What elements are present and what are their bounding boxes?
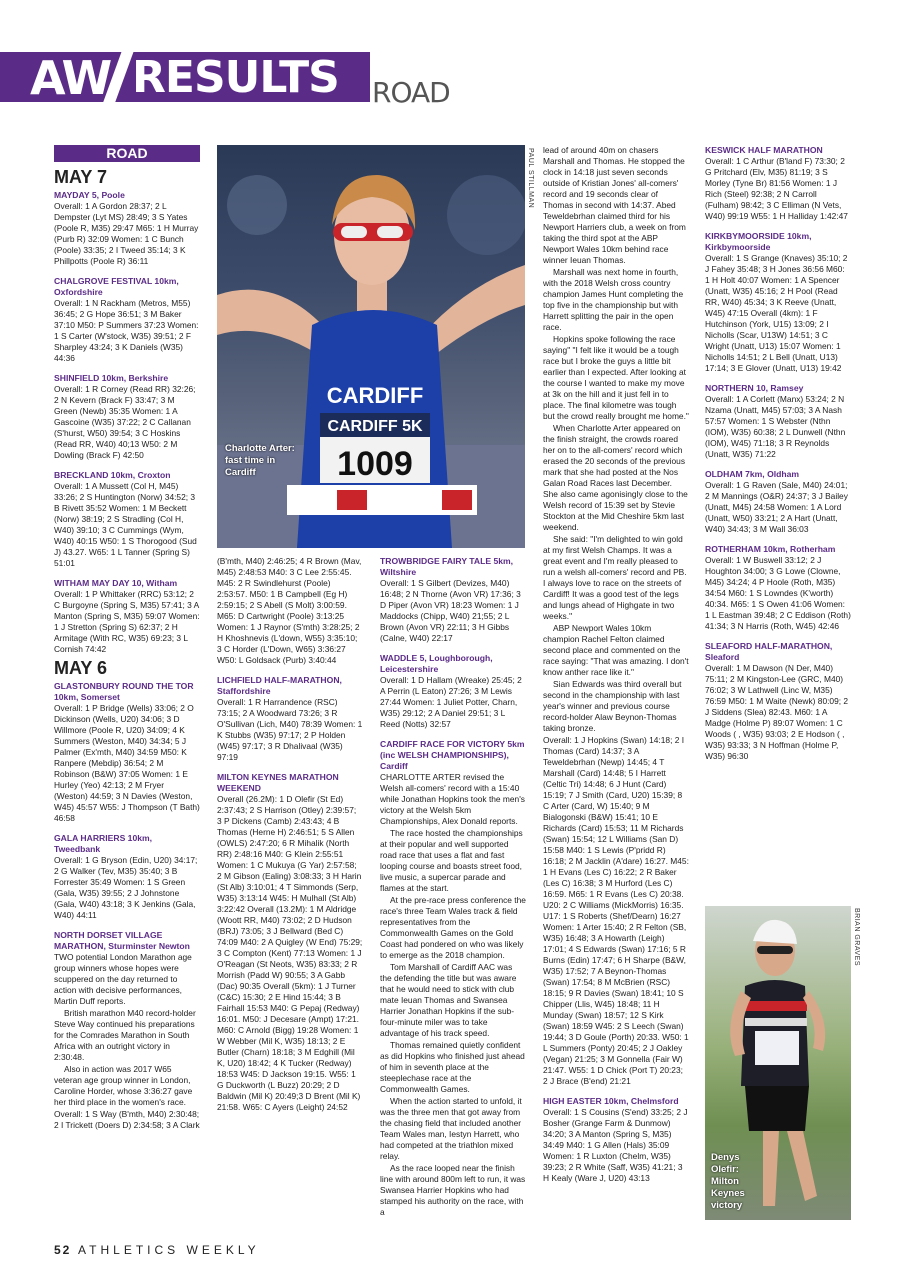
race-title: NORTH DORSET VILLAGE MARATHON, Sturminster Newton	[54, 930, 190, 951]
article-paragraph: CHARLOTTE ARTER revised the Welsh all-comers' record with a 15:40 while Jonathan Hopkins took the men's victory at the Welsh 5km Championships, Alex Donald reports.	[380, 772, 525, 826]
date-heading: MAY 7	[54, 167, 108, 187]
article-paragraph: Hopkins spoke following the race saying" "I felt like it would be a tough race but I broke the guys a little bit earlier than I expected. After looking at the course I wanted to make my move at 3k on the hill and it just fell in to place. The final kilometre was tough but the crowd really brought me home."	[543, 334, 689, 421]
magazine-name: ATHLETICS WEEKLY	[78, 1243, 260, 1257]
race-results: Overall: 1 G Raven (Sale, M40) 24:01; 2 M Mannings (O&R) 24:37; 3 J Bailey (Unatt, M45) 24:58 Women: 1 A Lord (Unatt, W50) 33:21; 2 A Hart (Unatt, W40) 34:43; 3 M Wall 36:03	[705, 480, 848, 534]
race-title: CARDIFF RACE FOR VICTORY 5km (inc WELSH CHAMPIONSHIPS), Cardiff	[380, 739, 525, 771]
vest-text: CARDIFF	[326, 383, 424, 408]
race-results: Overall: 1 S Gilbert (Devizes, M40) 16:48; 2 N Thorne (Avon VR) 17:36; 3 D Piper (Avon VR) 18:23 Women: 1 J Maddocks (Chipp, W40) 21;55; 2 L Brown (Avon VR) 22:11; 3 H Gibbs (Calne, W40) 22:17	[380, 578, 521, 643]
race-title: SLEAFORD HALF-MARATHON, Sleaford	[705, 641, 833, 662]
race-title: NORTHERN 10, Ramsey	[705, 383, 804, 393]
race-results: Overall: 1 A Corlett (Manx) 53:24; 2 N Nzama (Unatt, M45) 57:03; 3 A Nash 57:57 Women: 1 S Webster (Nthn (IOM), W35) 60:38; 2 L Dunwell (Nthn (IOM), W45) 71:18; 3 R Reynolds (Unatt, W35) 71:22	[705, 394, 846, 459]
photo-credit: BRIAN GRAVES	[853, 908, 860, 966]
race-results: Overall: 1 S Grange (Knaves) 35:10; 2 J Fahey 35:48; 3 H Jones 36:56 M60: 1 H Holt 40:07 Women: 1 A Spencer (Unatt, W35) 45:16; 2 H Pool (Read RR, W40) 45:34; 3 K Reeve (Unatt, W45) 47:15 Overall (4km): 1 F Hutchinson (York, U15) 13:09; 2 I Nicholls (Scar, U13W) 14:51; 3 C Wright (Unatt, U13) 15:07 Women: 1 Nicholls 14:51; 2 L Bell (Unatt, U13) 17:14; 3 E Glover (Unatt, U13) 19:42	[705, 253, 848, 373]
race-results: Overall (26.2M): 1 D Olefir (St Ed) 2:37:43; 2 S Harrison (Otley) 2:39:57; 3 P Dickens (Camb) 2:43:43; 4 B Thomas (Herne H) 2:46:51; 5 S Allen (OWLS) 2:47:20; 6 R Mihalik (North RR) 2:48:16 M40: G Klein 2:55:51 Women: 1 C Mukuya (G Yar) 2:57:58; 2 M Gibson (Ealing) 3:08:33; 3 H Harin (St Alb) 3:10:01; 4 T Simmonds (Serp, W35) 3:13:14 W45: H Mulhall (St Alb) 3:22:42 Overall (13.2M): 1 M Aldridge (Woott RR, M40) 73:02; 2 D Hudson (BRJ) 73:05; 3 J Bellward (Bed C) 74:09 M40: 2 A Quigley (W End) 75:29; 3 C Compton (Kent) 77:13 Women: 1 J O'Reagan (St Neots, W35) 83:33; 2 R Morrish (Padd W) 90:55; 3 A Gabb (Dac) 90:35 Overall (5km): 1 J Turner (C&C) 15:30; 2 E Hind 15:44; 3 B Fairhall 15:53 M40: G Pepaj (Redway) 16:01. M50: J Decesare (Ampt) 17:21. M60: C Arnold (Bigg) 19:28 Women: 1 W Webber (Mil K, W35) 18:13; 2 E Butler (Charn) 18:18; 3 M Edghill (Mil K, U20) 18:42; 4 K Tucker (Redway) 18:53 W45: D Jackson 19:15. W55: 1 G Duckworth (L Buzz) 20:29; 2 D Baldwin (Mil K) 20:49;3 D Brent (Mil K) 21:58. W65: C Ayers (Leight) 24:52	[217, 794, 363, 1112]
column-4	[543, 145, 689, 1185]
article-paragraph: When Charlotte Arter appeared on the finish straight, the crowds roared her on to the all-comers' record which erased the 20 seconds of the previous mark that she had posted at the Nos Galan Road Races last December. She also came agonisingly close to the Welsh record of 15:39 set by Stevie Stockton at the Mid Cheshire 5km last weekend.	[543, 423, 688, 532]
race-title: BRECKLAND 10km, Croxton	[54, 470, 171, 480]
article-paragraph: When the action started to unfold, it was the three men that got away from the chasing field that included another Team Wales man, Iestyn Harrett, who had competed at the triathlon mixed relay.	[380, 1096, 522, 1161]
article-paragraph: lead of around 40m on chasers Marshall and Thomas. He stopped the clock in 14:18 just seven seconds outside of Kristian Jones' all-comers' record and 19 seconds clear of Thomas in second with 14:37. Abed Teweldebrhan claimed third for his Newport Harriers club, a week on from taking the third spot at the ABP Newport Wales 10km behind race winner Ieuan Thomas.	[543, 145, 686, 265]
article-paragraph: TWO potential London Marathon age group winners whose hopes were scuppered on the day returned to action with decisive performances, Martin Duff reports.	[54, 952, 192, 1006]
race-results: Overall: 1 A Mussett (Col H, M45) 33:26; 2 S Huntington (Norw) 34:52; 3 B Rivett 35:52 Women: 1 M Beckett (Norw) 38:19; 2 S Stradling (Col H, W40) 39:10; 3 C Cummings (Wym, W40) 40:15 W50: 1 S Thorogood (Sud J) 43.27. W65: 1 L Tanner (Spring S) 51:01	[54, 481, 197, 568]
article-paragraph: She said: "I'm delighted to win gold at my first Welsh Champs. It was a great event and I'm really pleased to run a welsh all-comers' record and PB. I always love to race on the streets of Cardiff! It was a good test of the legs and lungs ahead of Highgate in two weeks."	[543, 534, 687, 621]
race-title: WITHAM MAY DAY 10, Witham	[54, 578, 178, 588]
photo-denys-olefir	[705, 906, 851, 1220]
header-section: ROAD	[372, 76, 450, 109]
article-paragraph: ABP Newport Wales 10km champion Rachel Felton claimed second place and commented on the race saying: "That was amazing. I don't know anther race like it."	[543, 623, 689, 677]
race-title: KESWICK HALF MARATHON	[705, 145, 823, 155]
race-title: LICHFIELD HALF-MARATHON, Staffordshire	[217, 675, 342, 696]
column-2	[217, 556, 363, 1114]
race-title: OLDHAM 7km, Oldham	[705, 469, 800, 479]
race-title: SHINFIELD 10km, Berkshire	[54, 373, 169, 383]
bib-number: 1009	[337, 445, 413, 483]
article-paragraph: As the race looped near the finish line with around 800m left to run, it was Swansea Harrier Hopkins who had stamped his authority on the race, with a	[380, 1163, 526, 1217]
photo-caption: Charlotte Arter: fast time in Cardiff	[225, 443, 295, 478]
race-results: Overall: 1 N Rackham (Metros, M55) 36:45; 2 G Hope 36:51; 3 M Baker 37:10 M50: P Summers 37:23 Women: 1 S Carter (W'stock, W35) 39:51; 2 F Sharpley 43:24; 3 K Daniels (W35) 44:36	[54, 298, 199, 363]
race-results: Overall: 1 G Bryson (Edin, U20) 34:17; 2 G Walker (Tev, M35) 35:40; 3 B Forrester 35:49 Women: 1 S Green (Gala, W35) 39:55; 2 J Johnstone (Gala, W40) 43:18; 3 K Jenkins (Gala, W40) 44:11	[54, 855, 198, 920]
race-results: Overall: 1 A Gordon 28:37; 2 L Dempster (Lyt MS) 28:49; 3 S Yates (Poole R, M35) 29:47 M65: 1 H Murray (Purb R) 32:09 Women: 1 C Bunch (Poole) 33:35; 2 I Tweed 35:14; 3 K Phillpotts (Poole R) 36:11	[54, 201, 199, 266]
race-results: Overall: 1 R Corney (Read RR) 32:26; 2 N Kevern (Brack F) 33:47; 3 M Green (Newb) 35:35 Women: 1 A Gascoine (W35) 37:22; 2 C Callanan (S'hurst, W50) 39:54; 3 C Hoskins (Read RR, W40) 40;13 W50: 2 M Dowling (Brack F) 42:50	[54, 384, 196, 460]
runner-illustration	[217, 145, 525, 548]
column-1	[54, 145, 200, 1132]
race-title: ROTHERHAM 10km, Rotherham	[705, 544, 836, 554]
race-title: GALA HARRIERS 10km, Tweedbank	[54, 833, 153, 854]
race-title: MAYDAY 5, Poole	[54, 190, 125, 200]
header-results: RESULTS	[132, 52, 339, 103]
article-paragraph: Thomas remained quietly confident as did Hopkins who finished just ahead of him in seventh place at the steeplechase race at the Commonwealth Games.	[380, 1040, 525, 1094]
race-results: Overall: 1 R Harrandence (RSC) 73:15; 2 A Woodward 73:26; 3 R O'Sullivan (Lich, M40) 78:39 Women: 1 K Stubbs (W35) 97:17; 2 P Holden (W45) 97:17; 3 R Dhalivaal (W35) 97:19	[217, 697, 363, 762]
article-paragraph: Tom Marshall of Cardiff AAC was the defending the title but was aware that he would need to stick with club mate Ieuan Thomas and Swansea Harrier Jonathan Hopkins if the sub-four-minute miler was to take advantage of his track speed.	[380, 962, 517, 1038]
race-results: (B'mth, M40) 2:46:25; 4 R Brown (Mav, M45) 2:48:53 M40: 3 C Lee 2:55:45. M45: 2 R Swindlehurst (Poole) 2:53:57. M50: 1 B Campbell (Eg H) 2:59:15; 2 S Abell (S Molt) 3:00:59. M65: D Cartwright (Poole) 3:13:25 Women: 1 J Raynor (S'mth) 3:28:25; 2 H Khoshnevis (L'down, W55) 3:35:10; 3 C Horder (L'Down, W65) 3:36:27 W50: L Goldsack (Purb) 3:40:44	[217, 556, 362, 665]
race-results: Overall: 1 D Hallam (Wreake) 25:45; 2 A Perrin (L Eaton) 27:26; 3 M Lewis 27:44 Women: 1 Juliet Potter, Charn, W35) 29:12; 2 A Daniel 29:51; 3 L Reed (Notts) 32:57	[380, 675, 522, 729]
race-title: MILTON KEYNES MARATHON WEEKEND	[217, 772, 339, 793]
header-aw: AW	[30, 51, 111, 105]
race-title: CHALGROVE FESTIVAL 10km, Oxfordshire	[54, 276, 179, 297]
article-paragraph: At the pre-race press conference the race's three Team Wales track & field representatives from the Commonwealth Games on the Gold Coast had pondered on who was likely to emerge as the 2018 champion.	[380, 895, 526, 960]
race-results: Overall: 1 P Whittaker (RRC) 53:12; 2 C Burgoyne (Spring S, M35) 57:41; 3 A Manton (Spring S, M35) 59:07 Women: 1 J Stretton (Spring S) 62:37; 2 H Armitage (With RC, W35) 69:23; 3 L Cornish 74:42	[54, 589, 200, 654]
page-number: 52	[54, 1243, 72, 1257]
road-label: ROAD	[54, 145, 200, 162]
race-title: KIRKBYMOORSIDE 10km, Kirkbymoorside	[705, 231, 812, 252]
date-heading: MAY 6	[54, 658, 108, 678]
race-results: Overall: 1 P Bridge (Wells) 33:06; 2 O Dickinson (Wells, U20) 34:06; 3 D Willmore (Poole R, U20) 34:09; 4 K Summers (Weston, M40) 34:34; 5 J Palmer (Ex'mth, M40) 34:59 M50: K Ranpere (Mebdip) 36:54; 2 M Robinson (B&W) 37:05 Women: 1 E Hurley (Yeo) 42:13; 2 M Fryer (Weston) 44:59; 3 N Davies (Weston, W45) 45:57 W55: J Thompson (T Bath) 46:58	[54, 703, 200, 823]
race-title: GLASTONBURY ROUND THE TOR 10km, Somerset	[54, 681, 194, 702]
column-5	[705, 145, 851, 763]
article-paragraph: The race hosted the championships at their popular and well supported road race that uses a flat and fast looping course and boasts street food, live music, a supercar parade and flames at the start.	[380, 828, 523, 893]
race-title: HIGH EASTER 10km, Chelmsford	[543, 1096, 679, 1106]
race-results: Overall: 1 J Hopkins (Swan) 14:18; 2 I Thomas (Card) 14:37; 3 A Teweldebrhan (Newp) 14:45; 4 T Marshall (Card) 14:48; 5 I Harrett (Celtic Tri) 14:48; 6 J Hunt (Card) 15:19; 7 J Smith (Card, U20) 15:39; 8 C Arter (Card, W) 15:40; 9 M Bialogonski (B&W) 15:41; 10 E Richards (Card) 15:53; 11 M Richards (Swan) 15:54; 12 L Williams (San D) 15:58 M40: 1 S Lewis (P'pridd R) 16:18; 2 M Jacklin (A'dare) 16:27. M45: 1 H Evans (Les C) 16:22; 2 R Baker (Les C) 16:38; 3 M Hurford (Les C) 16:59. M65: 1 R Evans (Les C) 20:38. U20: 2 C Williams (MickMorris) 16:35. U17: 1 S Roberts (Shef/Dearn) 16:27 Women: 1 Arter 15:40; 2 R Felton (SB, W35) 16:48; 3 A Howarth (Leigh) 17:01; 4 S Edwards (Swan) 17:16; 5 R Burns (Edin) 17:47; 6 H Sharpe (B&W, W35) 17:52; 7 A Beynon-Thomas (Swan) 17:54; 8 M McBrien (RSC) 18:15; 9 R Davies (Swan) 18:41; 10 S Chipper (Llis, W45) 18:48; 11 H Munday (Swan) 18:57; 12 S Kirk (Swan) 18:59 W45: 2 S Leech (Swan) 19:44; 3 D Goule (Porth) 20:33. W50: 1 L Summers (Ponty) 20:45; 2 J Oakley (Vegan) 21:25; 3 M Gonnella (Fair W) 21:47. W55: 1 D Chick (Port T) 20:23; 2 J Brace (B'end) 21:21	[543, 735, 689, 1086]
photo-charlotte-arter	[217, 145, 525, 548]
article-paragraph: Sian Edwards was third overall but second in the championship with last year's winner and previous course record-holder Alaw Beynon-Thomas taking bronze.	[543, 679, 682, 733]
race-results: Overall: 1 S Cousins (S'end) 33:25; 2 J Bosher (Grange Farm & Dunmow) 34:20; 3 A Manton (Spring S, M35) 34:49 M40: 1 G Allen (Hals) 35:09 Women: 1 R Luxton (Chelm, W35) 39:23; 2 R White (Saff, W35) 41:21; 3 H Kealy (Ware J, U20) 43:13	[543, 1107, 688, 1183]
race-title: WADDLE 5, Loughborough, Leicestershire	[380, 653, 493, 674]
article-paragraph: Marshall was next home in fourth, with the 2018 Welsh cross country champion James Hunt completing the top five in the championship but with Harrett splitting the pair in the open race.	[543, 267, 684, 332]
article-paragraph: British marathon M40 record-holder Steve Way continued his preparations for the Comrades Marathon in South Africa with an outright victory in 2:30:48.	[54, 1008, 196, 1062]
photo-credit: PAUL STILLMAN	[527, 148, 534, 209]
race-results: Overall: 1 S Way (B'mth, M40) 2:30:48; 2 I Trickett (Doers D) 2:34:58; 3 A Clark	[54, 1109, 200, 1130]
article-paragraph: Also in action was 2017 W65 veteran age group winner in London, Caroline Horder, whose 3:36:27 gave her third place in the women's race.	[54, 1064, 193, 1107]
race-title: TROWBRIDGE FAIRY TALE 5km, Wiltshire	[380, 556, 514, 577]
column-3	[380, 556, 526, 1219]
race-results: Overall: 1 M Dawson (N Der, M40) 75:11; 2 M Kingston-Lee (GRC, M40) 76:02; 3 W Lathwell (Linc W, M35) 76:59 M50: 1 M Waite (Newk) 80:09; 2 J Siddens (Slea) 82:43. M60: 1 A Madge (Holme P) 89:07 Women: 1 C Woods ( , W35) 93:03; 2 E Hodson ( , W35) 93:33; 3 N Hoffman (Holme P, W35) 96:30	[705, 663, 849, 761]
photo-caption: Denys Olefir: Milton Keynes victory	[711, 1152, 745, 1211]
page-footer	[54, 1243, 260, 1257]
race-results: Overall: 1 W Buswell 33:12; 2 J Houghton 34:00; 3 G Lowe (Clowne, M45) 34:24; 4 P Hoole (Roth, M35) 34:54 M60: 1 S Lowndes (K'worth) 40:34. M65: 1 S Owen 41:06 Women: 1 L Eastman 39:48; 2 C Eddison (Roth) 41:34; 3 N Harris (Roth, W45) 42:46	[705, 555, 851, 631]
bib-title: CARDIFF 5K	[327, 418, 423, 435]
race-results: Overall: 1 C Arthur (B'land F) 73:30; 2 G Pritchard (Elv, M35) 81:19; 3 S Morley (Tyne Br) 81:56 Women: 1 J Rich (Steel) 92:38; 2 N Carroll (Fulham) 98:42; 3 C Elliman (N Vets, W40) 99:19 W55: 1 H Halliday 1:42:47	[705, 156, 848, 221]
